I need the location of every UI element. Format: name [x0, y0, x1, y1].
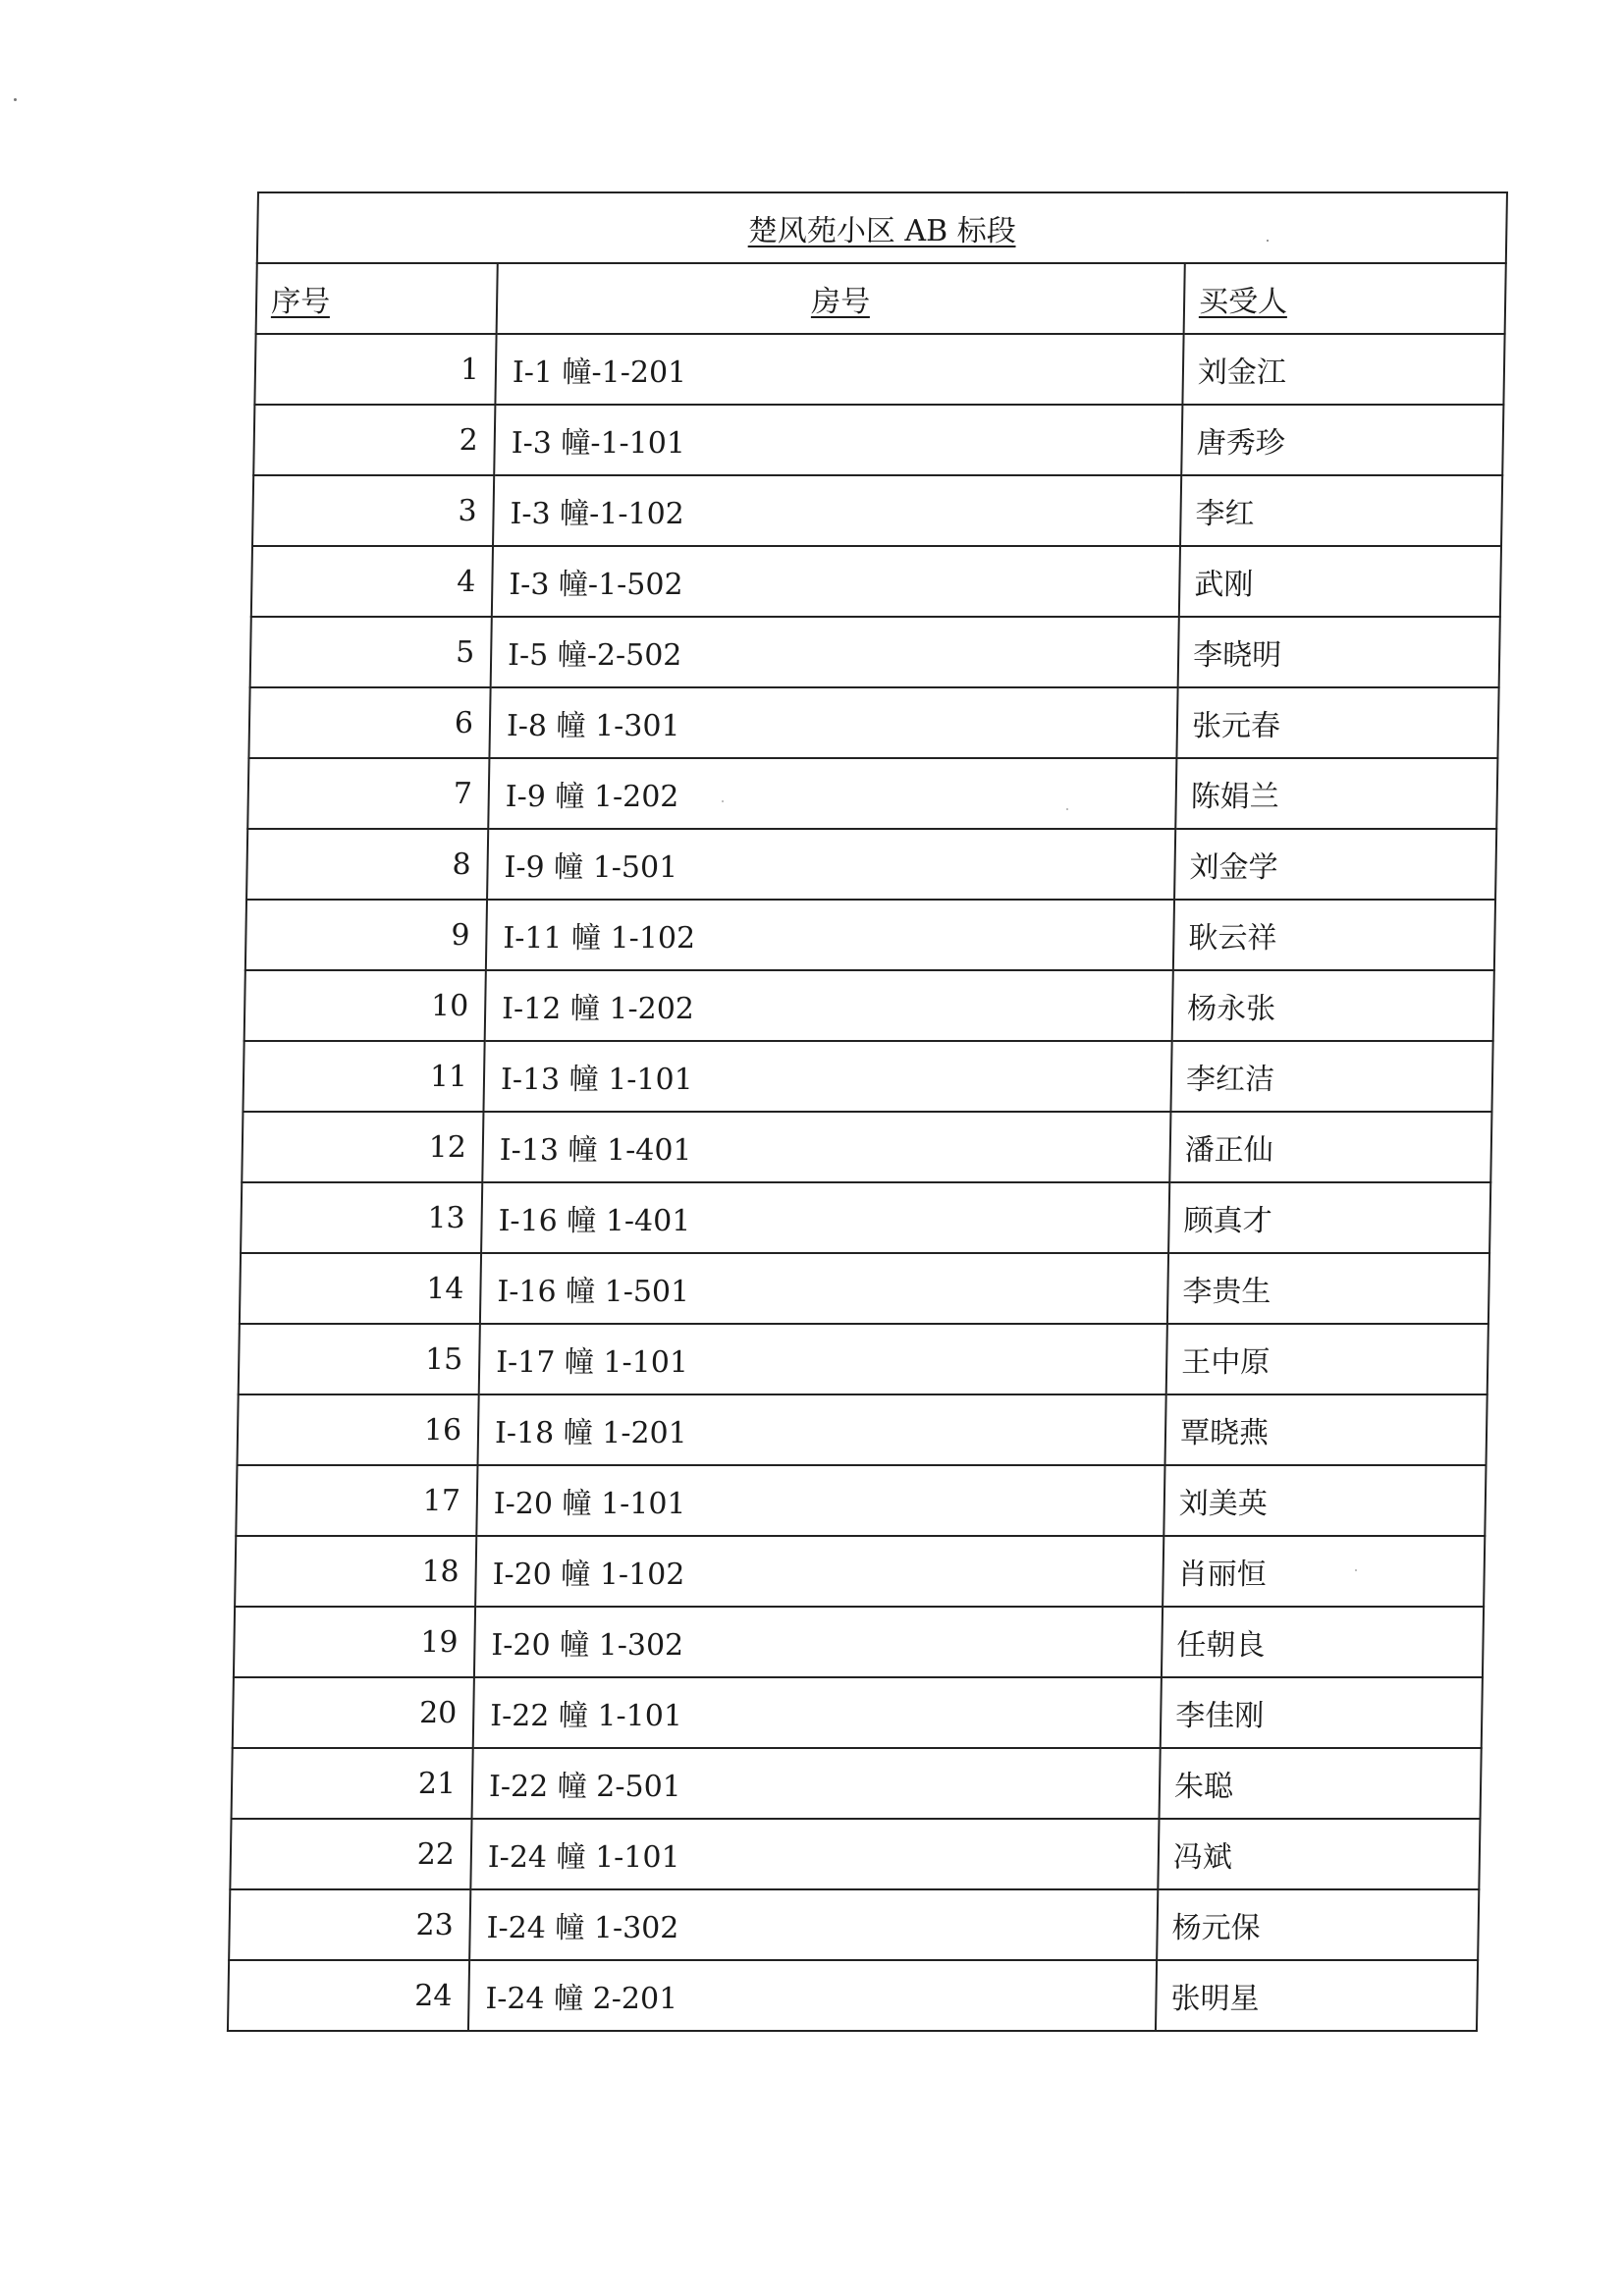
scan-speck [1355, 1569, 1357, 1571]
row-room: I-9 幢 1-202 [488, 758, 1176, 829]
row-no: 4 [251, 546, 493, 617]
row-room: I-11 幢 1-102 [486, 900, 1174, 970]
row-no: 13 [241, 1182, 482, 1253]
row-room: I-3 幢-1-101 [494, 405, 1182, 475]
row-buyer: 陈娟兰 [1175, 758, 1497, 829]
row-buyer: 张元春 [1176, 687, 1498, 758]
table-row [248, 687, 1498, 758]
table-row [234, 1607, 1484, 1677]
row-room: I-24 幢 1-302 [469, 1889, 1158, 1960]
table-row [253, 405, 1503, 475]
row-room: I-20 幢 1-101 [476, 1465, 1164, 1536]
row-buyer: 刘金江 [1182, 334, 1504, 405]
table-row [241, 1182, 1490, 1253]
row-no: 5 [250, 617, 492, 687]
table-row [245, 900, 1495, 970]
row-buyer: 李红 [1180, 475, 1502, 546]
row-buyer: 李红洁 [1170, 1041, 1492, 1112]
row-no: 19 [234, 1607, 475, 1677]
scan-speck [14, 98, 17, 101]
row-no: 12 [242, 1112, 483, 1182]
table-row [239, 1324, 1488, 1394]
table-header-row [256, 263, 1506, 334]
row-no: 7 [247, 758, 489, 829]
row-room: I-16 幢 1-501 [480, 1253, 1168, 1324]
table-row [237, 1394, 1487, 1465]
row-no: 8 [246, 829, 488, 900]
table-row [247, 758, 1497, 829]
row-room: I-13 幢 1-101 [483, 1041, 1171, 1112]
row-room: I-16 幢 1-401 [481, 1182, 1169, 1253]
row-buyer: 李晓明 [1178, 617, 1500, 687]
table-row [246, 829, 1496, 900]
row-no: 3 [252, 475, 494, 546]
table-row [230, 1819, 1480, 1889]
row-no: 9 [245, 900, 487, 970]
scan-speck [722, 800, 724, 802]
row-buyer: 杨永张 [1172, 970, 1494, 1041]
row-buyer: 朱聪 [1160, 1748, 1482, 1819]
row-room: I-9 幢 1-501 [487, 829, 1175, 900]
row-buyer: 顾真才 [1168, 1182, 1490, 1253]
row-buyer: 王中原 [1166, 1324, 1488, 1394]
table-row [236, 1465, 1486, 1536]
row-buyer: 张明星 [1156, 1960, 1478, 2031]
row-buyer: 李贵生 [1167, 1253, 1489, 1324]
row-room: I-5 幢-2-502 [491, 617, 1179, 687]
header-no-label: 序号 [270, 285, 331, 319]
header-room-label: 房号 [810, 285, 871, 319]
row-buyer: 任朝良 [1162, 1607, 1484, 1677]
row-room: I-3 幢-1-102 [493, 475, 1181, 546]
table-title: 楚风苑小区 AB 标段 [747, 214, 1017, 248]
header-buyer [1184, 263, 1506, 334]
row-room: I-20 幢 1-102 [475, 1536, 1163, 1607]
row-buyer: 刘美英 [1163, 1465, 1486, 1536]
row-room: I-24 幢 2-201 [468, 1960, 1157, 2031]
row-room: I-3 幢-1-502 [492, 546, 1180, 617]
header-no [256, 263, 498, 334]
row-buyer: 唐秀珍 [1181, 405, 1503, 475]
row-no: 10 [244, 970, 486, 1041]
header-room [497, 263, 1185, 334]
row-no: 21 [232, 1748, 473, 1819]
table-row [250, 617, 1500, 687]
table-row [232, 1748, 1482, 1819]
buyer-table [227, 191, 1508, 2032]
row-room: I-13 幢 1-401 [482, 1112, 1170, 1182]
row-no: 18 [235, 1536, 476, 1607]
row-no: 23 [229, 1889, 470, 1960]
row-room: I-20 幢 1-302 [474, 1607, 1163, 1677]
row-buyer: 冯斌 [1158, 1819, 1480, 1889]
row-room: I-24 幢 1-101 [470, 1819, 1159, 1889]
row-room: I-12 幢 1-202 [485, 970, 1173, 1041]
row-no: 17 [236, 1465, 477, 1536]
row-room: I-18 幢 1-201 [477, 1394, 1165, 1465]
row-no: 14 [240, 1253, 481, 1324]
row-room: I-8 幢 1-301 [489, 687, 1177, 758]
row-buyer: 覃晓燕 [1164, 1394, 1487, 1465]
row-no: 6 [248, 687, 490, 758]
table-row [228, 1960, 1478, 2031]
scan-speck [1267, 240, 1269, 242]
row-buyer: 刘金学 [1174, 829, 1496, 900]
table-row [254, 334, 1504, 405]
row-room: I-22 幢 2-501 [472, 1748, 1161, 1819]
row-room: I-17 幢 1-101 [479, 1324, 1167, 1394]
row-room: I-22 幢 1-101 [473, 1677, 1162, 1748]
table-row [243, 1041, 1492, 1112]
table-title-row [257, 192, 1507, 263]
row-buyer: 武刚 [1179, 546, 1501, 617]
table-row [233, 1677, 1483, 1748]
table-row [242, 1112, 1491, 1182]
table-row [244, 970, 1494, 1041]
row-buyer: 杨元保 [1157, 1889, 1479, 1960]
table-row [240, 1253, 1489, 1324]
row-buyer: 肖丽恒 [1163, 1536, 1485, 1607]
row-no: 24 [228, 1960, 469, 2031]
row-no: 16 [237, 1394, 478, 1465]
row-no: 1 [254, 334, 496, 405]
table-row [251, 546, 1501, 617]
row-no: 20 [233, 1677, 474, 1748]
table-row [235, 1536, 1485, 1607]
row-no: 22 [230, 1819, 471, 1889]
row-buyer: 耿云祥 [1173, 900, 1495, 970]
table-row [252, 475, 1502, 546]
row-buyer: 李佳刚 [1161, 1677, 1483, 1748]
row-no: 15 [239, 1324, 480, 1394]
row-no: 11 [243, 1041, 484, 1112]
row-no: 2 [253, 405, 495, 475]
table-title-cell [257, 192, 1507, 263]
table-row [229, 1889, 1479, 1960]
header-buyer-label: 买受人 [1198, 285, 1288, 319]
row-room: I-1 幢-1-201 [495, 334, 1183, 405]
scan-speck [1066, 808, 1068, 810]
row-buyer: 潘正仙 [1169, 1112, 1491, 1182]
